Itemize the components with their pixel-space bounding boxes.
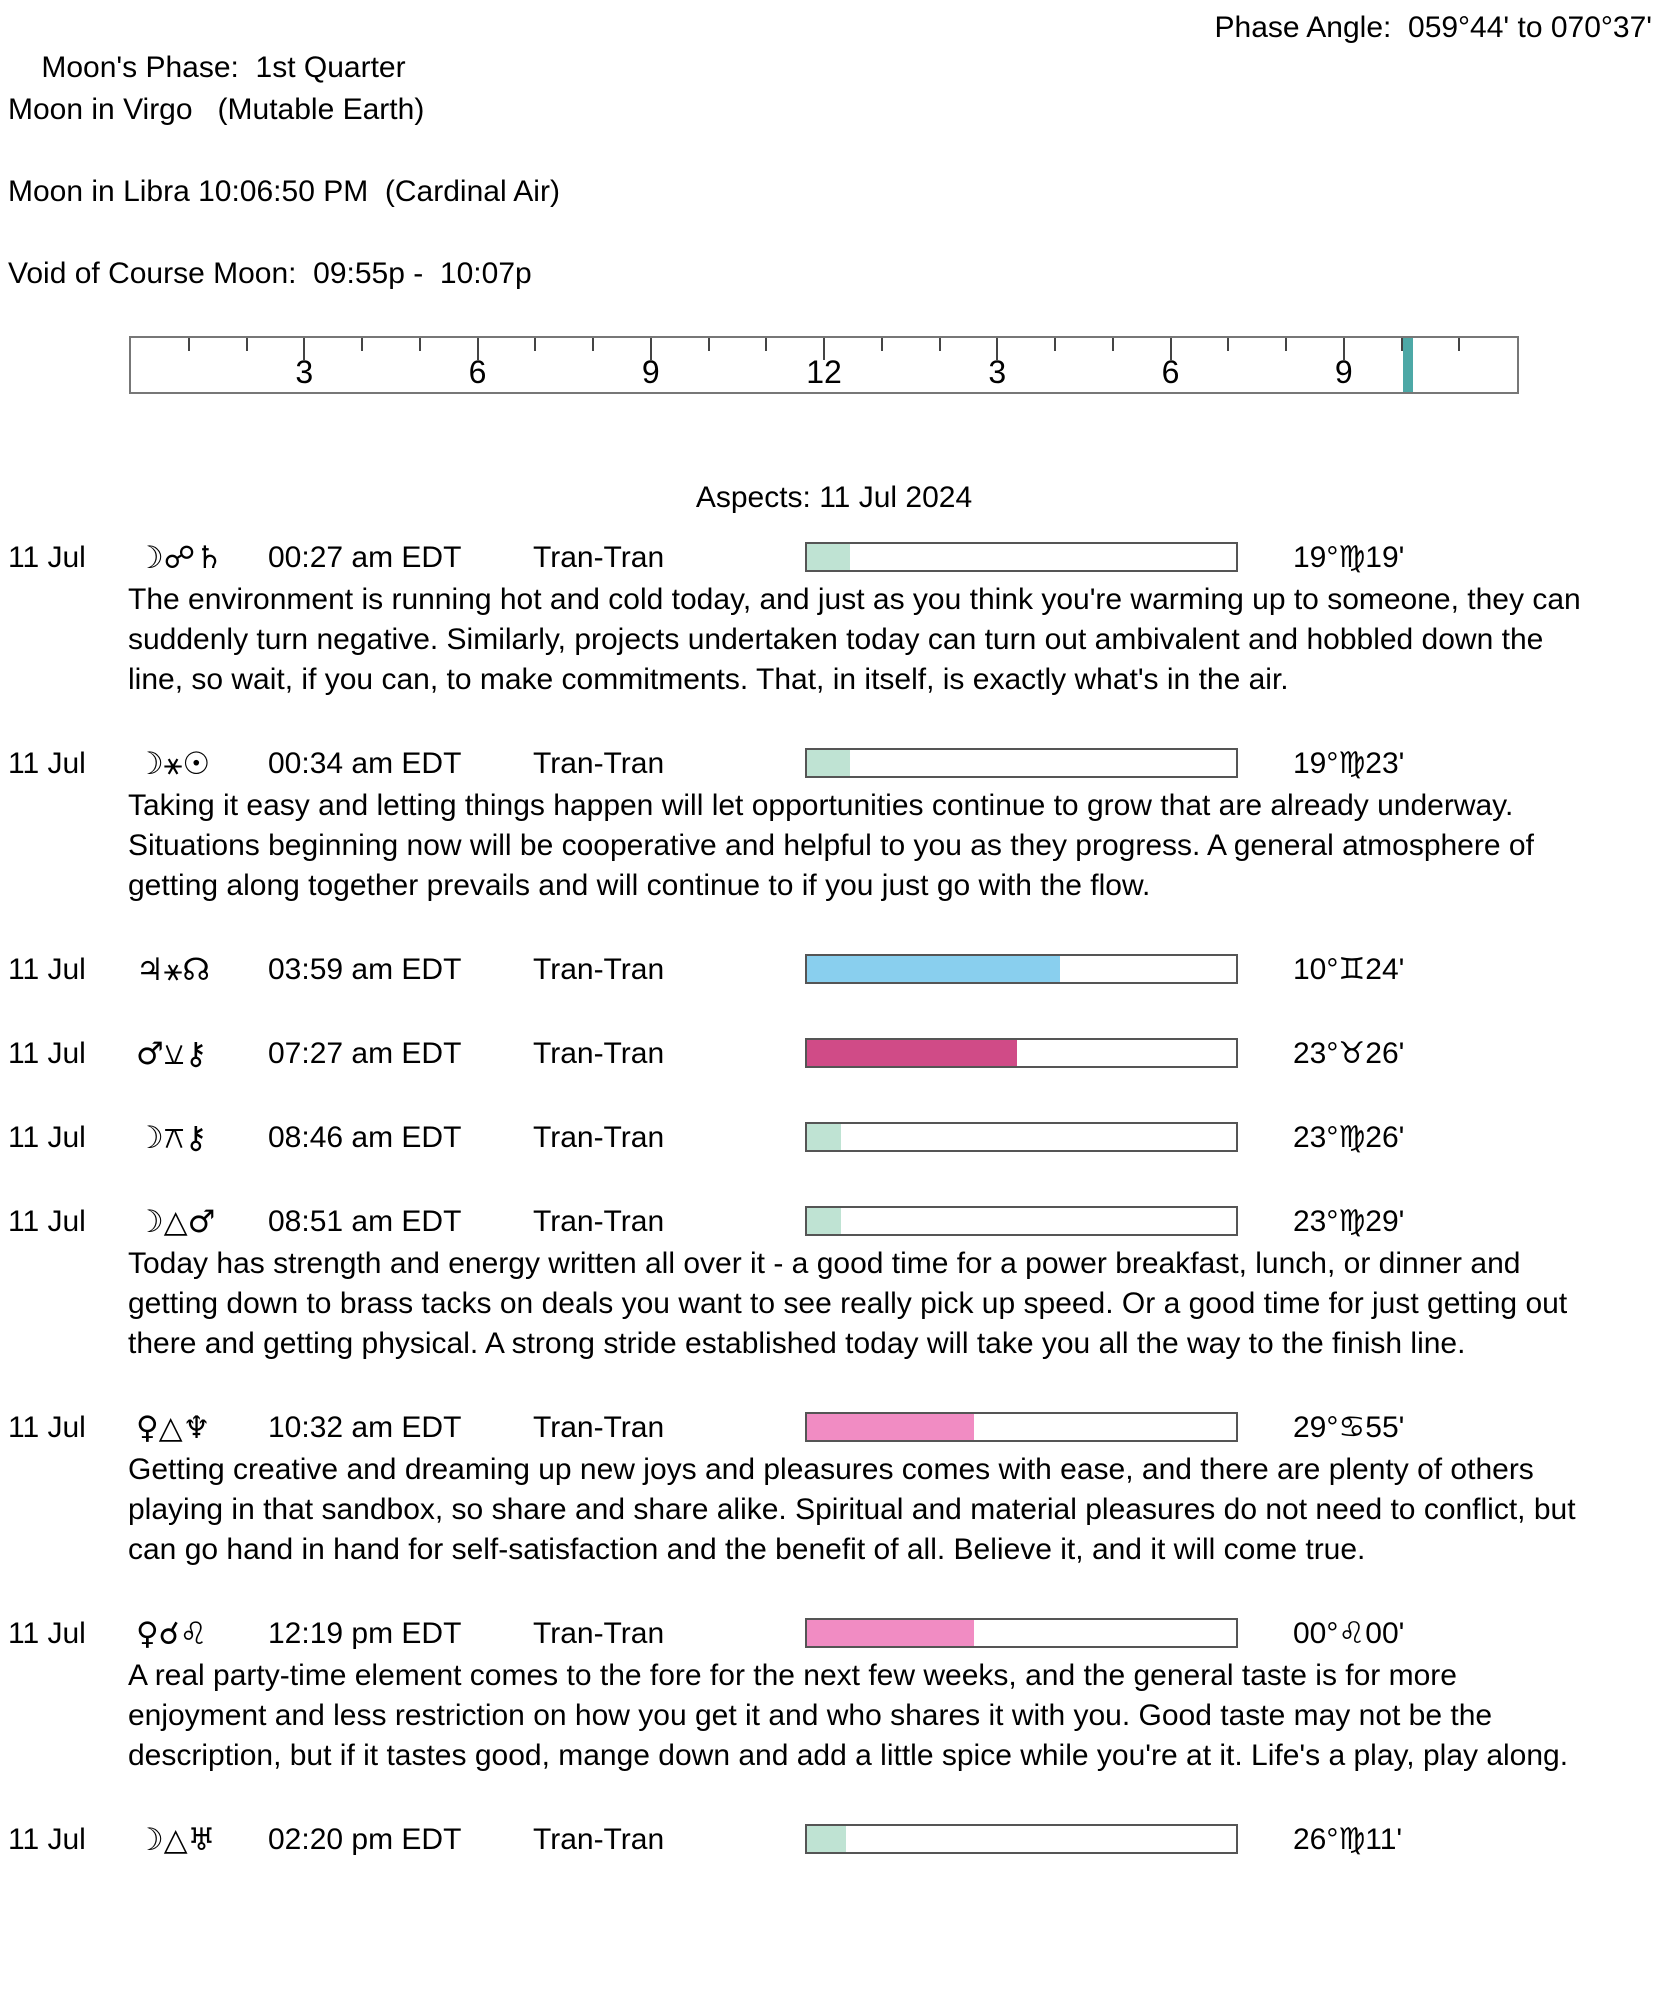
aspect-symbols	[136, 744, 210, 784]
aspect-symbol: ⚹	[163, 952, 183, 988]
ruler-hour-label: 3	[988, 354, 1007, 390]
void-moon-marker	[1403, 338, 1413, 392]
aspect-orb-fill	[807, 1414, 974, 1440]
aspect-date: 11 Jul	[8, 1617, 86, 1650]
aspect-degree: 29°♋55'	[1293, 1411, 1405, 1444]
aspect-symbols	[136, 950, 210, 990]
aspect-orb-fill	[807, 1826, 846, 1852]
aspect-orb-bar	[805, 954, 1238, 984]
planet2-symbol: ☉	[182, 746, 211, 782]
planet1-symbol: ♀	[136, 1410, 159, 1446]
planet2-symbol: ♆	[182, 1410, 211, 1446]
aspect-orb-fill	[807, 956, 1060, 982]
aspect-symbols	[136, 1034, 207, 1074]
aspect-row	[0, 1408, 1668, 1570]
aspects-title: Aspects: 11 Jul 2024	[695, 481, 973, 514]
aspect-row	[0, 1034, 1668, 1074]
aspect-symbols	[136, 1202, 215, 1242]
phase-angle-text: Phase Angle: 059°44' to 070°37'	[1214, 11, 1652, 44]
aspect-orb-fill	[807, 1040, 1017, 1066]
aspect-symbols	[136, 1408, 210, 1448]
aspect-orb-fill	[807, 750, 850, 776]
aspect-date: 11 Jul	[8, 1037, 86, 1070]
aspect-type: Tran-Tran	[533, 1121, 665, 1154]
aspect-time: 08:51 am EDT	[268, 1205, 462, 1238]
aspect-symbol: ⚹	[163, 746, 183, 782]
ruler-hour-label: 3	[295, 354, 314, 390]
aspect-symbol: ☍	[163, 540, 196, 576]
aspect-type: Tran-Tran	[533, 953, 665, 986]
aspect-type: Tran-Tran	[533, 1037, 665, 1070]
ruler-tick	[1112, 338, 1114, 351]
aspect-row	[0, 1202, 1668, 1364]
aspect-type: Tran-Tran	[533, 1617, 665, 1650]
ruler-tick	[881, 338, 883, 351]
void-of-course-line: Void of Course Moon: 09:55p - 10:07p	[8, 257, 532, 290]
aspect-line	[0, 950, 1668, 990]
aspect-type: Tran-Tran	[533, 1411, 665, 1444]
planet1-symbol: ☽	[136, 1822, 164, 1858]
aspect-type: Tran-Tran	[533, 541, 665, 574]
aspect-type: Tran-Tran	[533, 747, 665, 780]
aspect-date: 11 Jul	[8, 541, 86, 574]
planet2-symbol: ♄	[195, 540, 223, 576]
aspect-type: Tran-Tran	[533, 1823, 665, 1856]
ruler-tick	[708, 338, 710, 351]
ruler-tick	[419, 338, 421, 351]
aspect-date: 11 Jul	[8, 1205, 86, 1238]
planet1-symbol: ☽	[136, 746, 164, 782]
aspect-time: 03:59 am EDT	[268, 953, 462, 986]
planet1-symbol: ♂	[136, 1036, 164, 1072]
aspect-degree: 23°♉26'	[1293, 1037, 1405, 1070]
moon-phase-text: Moon's Phase: 1st Quarter	[41, 51, 406, 84]
ruler-tick	[1458, 338, 1460, 351]
aspect-line	[0, 1118, 1668, 1158]
aspect-time: 02:20 pm EDT	[268, 1823, 462, 1856]
aspect-row	[0, 1820, 1668, 1860]
aspect-date: 11 Jul	[8, 1121, 86, 1154]
aspect-description: A real party-time element comes to the fore for the next few weeks, and the general taste is for more enjoyment and less restriction on how you get it and who shares it with you. Good taste may not be the description, but if it tastes good, mange down and add a little spice while you're at it. Life's a play, play along.	[128, 1659, 1569, 1772]
aspect-line	[0, 1034, 1668, 1074]
aspect-degree: 26°♍11'	[1293, 1823, 1403, 1856]
aspect-line	[0, 1614, 1668, 1654]
aspect-time: 10:32 am EDT	[268, 1411, 462, 1444]
aspect-symbol: △	[158, 1410, 183, 1446]
ruler-tick	[765, 338, 767, 351]
aspect-orb-fill	[807, 544, 850, 570]
aspect-symbols	[136, 1820, 215, 1860]
ruler-tick	[1054, 338, 1056, 351]
aspect-line	[0, 744, 1668, 784]
ruler-tick	[592, 338, 594, 351]
aspect-line	[0, 1820, 1668, 1860]
moon-in-virgo-line: Moon in Virgo (Mutable Earth)	[8, 93, 425, 126]
aspect-orb-bar	[805, 1122, 1238, 1152]
planet2-symbol: ☊	[182, 952, 210, 988]
report-header	[0, 0, 1668, 294]
ruler-tick	[939, 338, 941, 351]
aspect-orb-bar	[805, 1412, 1238, 1442]
aspect-symbol: ⚻	[163, 1120, 185, 1156]
aspect-row	[0, 1614, 1668, 1776]
ruler-hour-label: 12	[806, 354, 842, 390]
aspect-orb-fill	[807, 1208, 841, 1234]
aspect-symbols	[136, 1118, 207, 1158]
aspect-date: 11 Jul	[8, 747, 86, 780]
planet1-symbol: ☽	[136, 1120, 164, 1156]
aspect-degree: 10°♊24'	[1293, 953, 1405, 986]
moon-phase-line	[8, 8, 1668, 84]
aspect-line	[0, 1408, 1668, 1448]
timeline-ruler	[129, 336, 1519, 394]
planet2-symbol: ♅	[187, 1822, 216, 1858]
ruler-tick	[1227, 338, 1229, 351]
aspect-symbol: △	[163, 1204, 188, 1240]
aspect-degree: 23°♍29'	[1293, 1205, 1405, 1238]
aspect-orb-fill	[807, 1124, 841, 1150]
aspect-degree: 23°♍26'	[1293, 1121, 1405, 1154]
aspect-orb-fill	[807, 1620, 974, 1646]
ruler-tick	[246, 338, 248, 351]
aspect-time: 00:27 am EDT	[268, 541, 462, 574]
aspect-symbol: ⚺	[163, 1036, 185, 1072]
planet1-symbol: ♃	[136, 952, 164, 988]
aspect-orb-bar	[805, 1206, 1238, 1236]
aspect-symbols	[136, 538, 223, 578]
planet2-symbol: ⚷	[184, 1036, 208, 1072]
aspect-row	[0, 744, 1668, 906]
aspect-orb-bar	[805, 1824, 1238, 1854]
aspect-date: 11 Jul	[8, 1823, 86, 1856]
aspect-time: 07:27 am EDT	[268, 1037, 462, 1070]
ruler-hour-label: 9	[641, 354, 660, 390]
aspect-orb-bar	[805, 1618, 1238, 1648]
ruler-hour-label: 9	[1334, 354, 1353, 390]
moon-in-libra-line: Moon in Libra 10:06:50 PM (Cardinal Air)	[8, 175, 560, 208]
aspect-date: 11 Jul	[8, 953, 86, 986]
ruler-tick	[361, 338, 363, 351]
aspect-time: 00:34 am EDT	[268, 747, 462, 780]
aspect-orb-bar	[805, 1038, 1238, 1068]
aspect-description: The environment is running hot and cold today, and just as you think you're warming up to someone, they can suddenly turn negative. Similarly, projects undertaken today can turn out ambivalent and hobbled down the line, so wait, if you can, to make commitments. That, in itself, is exactly what's in the air.	[128, 583, 1581, 696]
aspect-date: 11 Jul	[8, 1411, 86, 1444]
aspect-time: 08:46 am EDT	[268, 1121, 462, 1154]
ruler-tick	[1285, 338, 1287, 351]
ruler-hour-label: 6	[468, 354, 487, 390]
aspect-degree: 19°♍23'	[1293, 747, 1405, 780]
aspect-type: Tran-Tran	[533, 1205, 665, 1238]
aspect-time: 12:19 pm EDT	[268, 1617, 462, 1650]
aspect-symbol: △	[163, 1822, 188, 1858]
aspect-description: Taking it easy and letting things happen will let opportunities continue to grow that are already underway. Situations beginning now will be cooperative and helpful to you as they progress. A general atmosphere of getting along together prevails and will continue to if you just go with the flow.	[128, 789, 1534, 902]
planet2-symbol: ♌	[179, 1616, 208, 1652]
aspect-symbol: ☌	[158, 1616, 180, 1652]
aspect-orb-bar	[805, 542, 1238, 572]
aspect-row	[0, 950, 1668, 990]
planet2-symbol: ⚷	[184, 1120, 208, 1156]
aspect-degree: 00°♌00'	[1293, 1617, 1405, 1650]
planet2-symbol: ♂	[187, 1204, 216, 1240]
aspect-row	[0, 1118, 1668, 1158]
aspect-row	[0, 538, 1668, 700]
aspect-symbols	[136, 1614, 207, 1654]
aspects-list	[0, 538, 1668, 1860]
ruler-tick	[188, 338, 190, 351]
aspect-description: Today has strength and energy written all over it - a good time for a power breakfast, lunch, or dinner and getting down to brass tacks on deals you want to see really pick up speed. Or a good time for just getting out there and getting physical. A strong stride established today will take you all the way to the finish line.	[128, 1247, 1568, 1360]
aspect-orb-bar	[805, 748, 1238, 778]
aspect-line	[0, 538, 1668, 578]
aspect-degree: 19°♍19'	[1293, 541, 1405, 574]
ruler-tick	[534, 338, 536, 351]
ruler-hour-label: 6	[1161, 354, 1180, 390]
aspect-line	[0, 1202, 1668, 1242]
aspect-description: Getting creative and dreaming up new joys and pleasures comes with ease, and there are plenty of others playing in that sandbox, so share and share alike. Spiritual and material pleasures do not need to conflict, but can go hand in hand for self-satisfaction and the benefit of all. Believe it, and it will come true.	[128, 1453, 1576, 1566]
planet1-symbol: ♀	[136, 1616, 159, 1652]
planet1-symbol: ☽	[136, 1204, 164, 1240]
planet1-symbol: ☽	[136, 540, 164, 576]
